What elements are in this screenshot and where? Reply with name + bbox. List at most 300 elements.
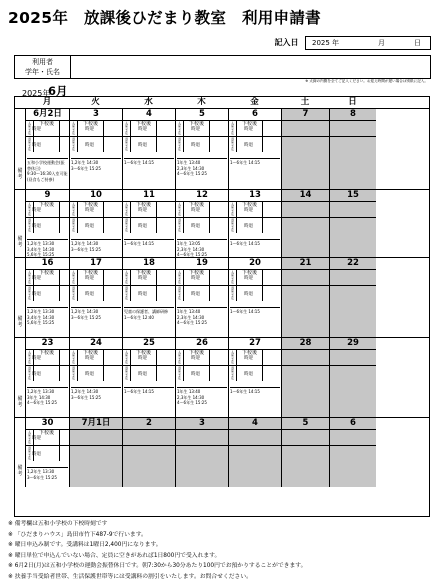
exit-label: 退 室 予 定 — [123, 366, 131, 381]
time-label: 時迎 — [32, 126, 41, 132]
day-number: 3 — [199, 418, 205, 428]
time-label: 時迎 — [138, 126, 147, 132]
exit-label: 退 室 予 定 — [70, 366, 78, 381]
slot-content: 下校後 — [131, 350, 157, 365]
time-label: 時迎 — [32, 207, 41, 213]
calendar-day — [281, 338, 329, 418]
weekday-header: 日 — [348, 97, 357, 107]
calendar-month: 6月 — [48, 84, 68, 98]
entry-time-slot[interactable] — [123, 349, 175, 365]
entry-time-slot[interactable] — [176, 269, 228, 285]
time-label: 時退 — [191, 223, 200, 229]
calendar-day[interactable] — [175, 258, 228, 338]
exit-time-slot[interactable] — [123, 136, 175, 152]
entry-label: 入 室 予 定 — [70, 121, 78, 136]
time-label: 時退 — [244, 142, 253, 148]
entry-label: 入 室 予 定 — [26, 350, 34, 365]
exit-time-slot — [330, 365, 376, 381]
time-label: 時迎 — [138, 355, 147, 361]
entry-time-slot[interactable] — [26, 429, 69, 445]
calendar-week — [15, 189, 429, 257]
exit-time-slot — [282, 136, 329, 152]
time-label: 時迎 — [85, 207, 94, 213]
entry-label: 入 室 予 定 — [229, 270, 237, 285]
exit-label: 退 室 予 定 — [229, 137, 237, 152]
calendar-day — [329, 109, 376, 190]
calendar-day[interactable] — [69, 338, 122, 418]
exit-time-slot[interactable] — [26, 285, 69, 301]
school-dismissal-memo: 1年生 13:05 2,3年生 14:30 4〜6年生 15:25 — [177, 239, 227, 258]
calendar-day[interactable] — [175, 190, 228, 258]
day-number: 13 — [249, 190, 261, 200]
school-dismissal-memo — [331, 387, 375, 418]
exit-label: 退 室 予 定 — [229, 218, 237, 233]
entry-label: 入 室 予 定 — [123, 202, 131, 217]
school-dismissal-memo: 1,2年生 14:30 3〜6年生 15:25 — [71, 387, 121, 418]
exit-time-slot[interactable] — [176, 365, 228, 381]
weekday-header: 火 — [91, 97, 100, 107]
weekday-header: 金 — [250, 97, 259, 107]
time-label: 時迎 — [244, 275, 253, 281]
day-number: 22 — [347, 258, 359, 268]
weekday-header: 木 — [197, 97, 206, 107]
day-number: 25 — [143, 338, 155, 348]
entry-time-slot[interactable] — [229, 269, 281, 285]
school-dismissal-memo — [331, 158, 375, 190]
time-label: 時迎 — [138, 207, 147, 213]
entry-time-slot[interactable] — [70, 201, 122, 217]
day-number: 14 — [299, 190, 312, 200]
slot-content: 下校後 — [237, 350, 263, 365]
school-dismissal-memo: 五和小学校運動会(振替休日) 9:30〜16:30入室可能 (昼食もご持参) — [27, 158, 68, 190]
time-label: 時退 — [138, 371, 147, 377]
time-label: 時迎 — [244, 126, 253, 132]
time-label: 時迎 — [85, 126, 94, 132]
day-number: 29 — [347, 338, 359, 348]
school-dismissal-memo: 1,2年生 14:30 3〜6年生 15:25 — [71, 307, 121, 338]
exit-label: 退 室 予 定 — [123, 286, 131, 301]
calendar-day[interactable] — [122, 190, 175, 258]
calendar-day[interactable] — [122, 258, 175, 338]
time-label: 時迎 — [85, 275, 94, 281]
entry-time-slot — [330, 349, 376, 365]
school-dismissal-memo — [230, 467, 280, 487]
time-label: 時退 — [191, 142, 200, 148]
footer-note: ※ 曜日申込み制です。受講料は1曜日2,400円になります。 — [8, 542, 162, 549]
slot-content: 下校後 — [184, 270, 210, 285]
exit-time-slot[interactable] — [26, 136, 69, 152]
school-dismissal-memo: 1,2年生 13:30 3〜6年生 15:25 — [27, 467, 68, 487]
slot-content: 下校後 — [34, 430, 60, 445]
calendar-week — [15, 417, 429, 486]
calendar-grid — [14, 96, 430, 517]
entry-label: 入 室 予 定 — [229, 121, 237, 136]
exit-time-slot — [282, 445, 329, 461]
slot-content: 下校後 — [34, 350, 60, 365]
exit-time-slot[interactable] — [229, 365, 281, 381]
day-number: 23 — [41, 338, 54, 348]
entry-label: 入 室 予 定 — [229, 202, 237, 217]
user-name-label: 利用者 学年・氏名 — [15, 56, 71, 78]
exit-time-slot — [176, 445, 228, 461]
calendar-day — [175, 418, 228, 487]
slot-content: 下校後 — [78, 350, 104, 365]
time-label: 時迎 — [32, 435, 41, 441]
day-number: 4 — [252, 418, 258, 428]
entry-time-slot — [282, 201, 329, 217]
time-label: 時退 — [244, 291, 253, 297]
entry-month: 月 — [378, 39, 385, 47]
exit-label: 退 室 予 定 — [229, 286, 237, 301]
day-number: 7 — [302, 109, 309, 119]
school-dismissal-memo: 1〜6年生 14:15 — [230, 158, 280, 190]
time-label: 時退 — [85, 371, 94, 377]
exit-time-slot — [282, 365, 329, 381]
weekday-header: 月 — [42, 97, 52, 107]
exit-label: 退 室 予 定 — [176, 137, 184, 152]
entry-time-slot[interactable] — [26, 120, 69, 136]
school-dismissal-memo: 1,2年生 13:30 3,4年生 14:30 5,6年生 15:25 — [27, 307, 68, 338]
slot-content: 下校後 — [184, 350, 210, 365]
school-dismissal-memo — [283, 467, 328, 487]
exit-time-slot — [330, 445, 376, 461]
day-number: 30 — [41, 418, 54, 428]
exit-time-slot[interactable] — [123, 285, 175, 301]
exit-time-slot[interactable] — [176, 136, 228, 152]
entry-year: 2025 年 — [312, 39, 340, 47]
exit-time-slot[interactable] — [123, 365, 175, 381]
time-label: 時退 — [32, 223, 41, 229]
exit-label: 退 室 予 定 — [26, 218, 34, 233]
entry-time-slot — [282, 120, 329, 136]
calendar-day[interactable] — [69, 190, 122, 258]
slot-content: 下校後 — [237, 270, 263, 285]
school-dismissal-memo — [331, 239, 375, 258]
time-label: 時退 — [138, 142, 147, 148]
entry-label: 入 室 予 定 — [26, 270, 34, 285]
exit-label: 退 室 予 定 — [176, 366, 184, 381]
footer-note: ※ 曜日単位で申込んでいない場合、定員に空きがあれば1日800円で受入れます。 — [8, 552, 221, 559]
exit-label: 退 室 予 定 — [123, 137, 131, 152]
entry-time-slot — [330, 429, 376, 445]
calendar-day — [281, 109, 329, 190]
slot-content: 下校後 — [184, 121, 210, 136]
exit-time-slot[interactable] — [229, 217, 281, 233]
school-dismissal-memo — [283, 158, 328, 190]
time-label: 時迎 — [191, 355, 200, 361]
exit-time-slot[interactable] — [70, 365, 122, 381]
school-dismissal-memo — [283, 387, 328, 418]
day-number: 3 — [93, 109, 99, 119]
day-number: 28 — [299, 338, 312, 348]
entry-time-slot[interactable] — [70, 120, 122, 136]
footer-note: ※ 扶養手当受給者世帯、生活保護世帯等には受講料の割引をいたします。お問合せください。 — [8, 573, 252, 580]
day-number: 16 — [41, 258, 54, 268]
calendar-day — [122, 418, 175, 487]
time-label: 時退 — [32, 142, 41, 148]
exit-label: 退 室 予 定 — [176, 286, 184, 301]
exit-label: 退 室 予 定 — [26, 137, 34, 152]
school-dismissal-memo — [283, 239, 328, 258]
time-label: 時退 — [138, 223, 147, 229]
footer-note: ※ 「ひだまりハウス」島田市竹下487-9で行います。 — [8, 531, 147, 538]
exit-time-slot[interactable] — [176, 217, 228, 233]
entry-time-slot[interactable] — [176, 349, 228, 365]
school-dismissal-memo: 1〜6年生 14:15 — [124, 387, 174, 418]
slot-content: 下校後 — [237, 202, 263, 217]
time-label: 時退 — [85, 223, 94, 229]
time-label: 時退 — [244, 371, 253, 377]
time-label: 時迎 — [191, 275, 200, 281]
time-label: 時退 — [191, 291, 200, 297]
footer-notes — [8, 519, 432, 583]
entry-label: 入 室 予 定 — [229, 350, 237, 365]
time-label: 時退 — [191, 371, 200, 377]
school-dismissal-memo — [331, 467, 375, 487]
calendar-week — [15, 257, 429, 337]
entry-date-input[interactable] — [305, 36, 431, 50]
exit-time-slot — [70, 445, 122, 461]
entry-time-slot[interactable] — [123, 120, 175, 136]
entry-label: 入 室 予 定 — [26, 202, 34, 217]
day-number: 24 — [90, 338, 102, 348]
exit-time-slot[interactable] — [229, 136, 281, 152]
time-label: 時迎 — [191, 126, 200, 132]
user-name-field[interactable] — [14, 55, 431, 79]
calendar-day[interactable] — [69, 109, 122, 190]
slot-content: 下校後 — [34, 121, 60, 136]
school-dismissal-memo: 1年生 13:40 2,3年生 14:30 4〜6年生 15:25 — [177, 307, 227, 338]
exit-time-slot[interactable] — [70, 217, 122, 233]
school-dismissal-memo: 1,2年生 13:30 3年生 14:30 4〜6年生 15:25 — [27, 387, 68, 418]
calendar-day[interactable] — [228, 109, 281, 190]
school-dismissal-memo: 1〜6年生 14:15 — [230, 239, 280, 258]
exit-time-slot[interactable] — [26, 445, 69, 461]
exit-label: 退 室 予 定 — [176, 218, 184, 233]
exit-time-slot[interactable] — [176, 285, 228, 301]
day-number: 10 — [90, 190, 102, 200]
calendar-day[interactable] — [25, 258, 69, 338]
weekday-header: 水 — [144, 97, 153, 107]
exit-time-slot — [282, 217, 329, 233]
calendar-day — [281, 418, 329, 487]
slot-content: 下校後 — [131, 121, 157, 136]
time-label: 時迎 — [138, 275, 147, 281]
entry-day: 日 — [414, 39, 421, 47]
time-label: 時退 — [85, 291, 94, 297]
calendar-week — [15, 337, 429, 417]
calendar-day — [329, 338, 376, 418]
entry-time-slot — [70, 429, 122, 445]
instruction-note: ※ 太線の内側を全てご記入ください。お迎え時間が遅い場合は別紙に記入。 — [305, 79, 428, 83]
day-number: 9 — [44, 190, 51, 200]
bikou-label: 備 考 — [17, 168, 23, 180]
time-label: 時退 — [32, 371, 41, 377]
exit-label: 退 室 予 定 — [26, 446, 34, 461]
entry-label: 入 室 予 定 — [70, 350, 78, 365]
day-number: 20 — [249, 258, 261, 268]
exit-time-slot[interactable] — [70, 285, 122, 301]
entry-time-slot — [123, 429, 175, 445]
calendar-day — [281, 258, 329, 338]
exit-time-slot[interactable] — [70, 136, 122, 152]
school-dismissal-memo: 1,2年生 13:30 3,4年生 14:30 5,6年生 15:25 — [27, 239, 68, 258]
footer-note: ※ 備考欄は五和小学校の下校時刻です — [8, 521, 108, 527]
entry-time-slot[interactable] — [229, 120, 281, 136]
calendar-day[interactable] — [175, 109, 228, 190]
exit-label: 退 室 予 定 — [70, 137, 78, 152]
calendar-day[interactable] — [69, 258, 122, 338]
bikou-label: 備 考 — [17, 316, 23, 328]
slot-content: 下校後 — [184, 202, 210, 217]
bikou-label: 備 考 — [17, 396, 23, 408]
entry-time-slot[interactable] — [123, 201, 175, 217]
exit-time-slot[interactable] — [26, 217, 69, 233]
weekday-header: 土 — [300, 97, 310, 107]
entry-time-slot — [330, 120, 376, 136]
school-dismissal-memo — [331, 307, 375, 338]
entry-time-slot[interactable] — [26, 349, 69, 365]
day-number: 2 — [146, 418, 152, 428]
day-number: 17 — [90, 258, 102, 268]
slot-content: 下校後 — [34, 270, 60, 285]
entry-label: 入 室 予 定 — [123, 270, 131, 285]
exit-time-slot[interactable] — [229, 285, 281, 301]
exit-label: 退 室 予 定 — [26, 286, 34, 301]
exit-time-slot — [229, 445, 281, 461]
day-number: 5 — [302, 418, 309, 428]
time-label: 時迎 — [32, 275, 41, 281]
entry-label: 入 室 予 定 — [26, 121, 34, 136]
calendar-day — [329, 418, 376, 487]
school-dismissal-memo — [177, 467, 227, 487]
time-label: 時迎 — [244, 355, 253, 361]
exit-time-slot — [330, 285, 376, 301]
entry-date-label: 記入日 — [274, 38, 299, 47]
exit-label: 退 室 予 定 — [229, 366, 237, 381]
entry-time-slot — [282, 429, 329, 445]
footer-note: ※ 6月2日(月)は五和小学校の運動会振替休日です。朝7:30から30分あたり100円でお預かりすることができます。 — [8, 563, 307, 570]
entry-time-slot[interactable] — [229, 349, 281, 365]
entry-time-slot[interactable] — [26, 269, 69, 285]
time-label: 時迎 — [244, 207, 253, 213]
day-number: 5 — [199, 109, 205, 119]
calendar-day[interactable] — [25, 190, 69, 258]
calendar-day[interactable] — [25, 418, 69, 487]
entry-label: 入 室 予 定 — [176, 121, 184, 136]
slot-content: 下校後 — [78, 270, 104, 285]
entry-time-slot[interactable] — [176, 120, 228, 136]
entry-date-field — [268, 36, 430, 49]
time-label: 時退 — [244, 223, 253, 229]
day-number: 26 — [196, 338, 208, 348]
time-label: 時迎 — [32, 355, 41, 361]
exit-time-slot — [330, 136, 376, 152]
calendar-day[interactable] — [25, 338, 69, 418]
entry-time-slot[interactable] — [70, 269, 122, 285]
slot-content: 下校後 — [131, 270, 157, 285]
entry-label: 入 室 予 定 — [123, 121, 131, 136]
entry-time-slot — [282, 269, 329, 285]
day-number: 11 — [143, 190, 155, 200]
school-dismissal-memo: 1年生 13:40 2,3年生 14:30 4〜6年生 15:25 — [177, 387, 227, 418]
calendar-day[interactable] — [122, 109, 175, 190]
calendar-day — [329, 258, 376, 338]
slot-content: 下校後 — [34, 202, 60, 217]
school-dismissal-memo: 1〜6年生 14:15 — [124, 158, 174, 190]
exit-label: 退 室 予 定 — [123, 218, 131, 233]
school-dismissal-memo: 1〜6年生 14:15 — [230, 307, 280, 338]
day-number: 7月1日 — [81, 418, 111, 428]
exit-time-slot — [330, 217, 376, 233]
entry-label: 入 室 予 定 — [26, 430, 34, 445]
calendar-day[interactable] — [25, 109, 69, 190]
entry-label: 入 室 予 定 — [176, 202, 184, 217]
exit-time-slot — [282, 285, 329, 301]
calendar-day[interactable] — [175, 338, 228, 418]
day-number: 6 — [350, 418, 356, 428]
calendar-week — [15, 108, 429, 189]
calendar-day[interactable] — [122, 338, 175, 418]
calendar-day — [228, 418, 281, 487]
entry-time-slot[interactable] — [229, 201, 281, 217]
exit-time-slot[interactable] — [26, 365, 69, 381]
calendar-day — [69, 418, 122, 487]
school-dismissal-memo: 1〜6年生 14:15 — [230, 387, 280, 418]
page-title: 2025年 放課後ひだまり教室 利用申請書 — [8, 9, 321, 27]
bikou-label: 備 考 — [17, 465, 23, 477]
entry-time-slot — [282, 349, 329, 365]
entry-time-slot[interactable] — [123, 269, 175, 285]
school-dismissal-memo: 1年生 13:40 2,3年生 14:30 4〜6年生 15:25 — [177, 158, 227, 190]
slot-content: 下校後 — [131, 202, 157, 217]
school-dismissal-memo: 1〜6年生 14:15 — [124, 239, 174, 258]
calendar-day[interactable] — [228, 258, 281, 338]
bikou-label: 備 考 — [17, 236, 23, 248]
entry-time-slot — [330, 269, 376, 285]
entry-label: 入 室 予 定 — [70, 202, 78, 217]
entry-time-slot[interactable] — [26, 201, 69, 217]
day-number: 8 — [350, 109, 356, 119]
calendar-day — [329, 190, 376, 258]
day-number: 6 — [252, 109, 258, 119]
school-dismissal-memo — [124, 467, 174, 487]
entry-time-slot[interactable] — [176, 201, 228, 217]
calendar-day — [281, 190, 329, 258]
entry-label: 入 室 予 定 — [70, 270, 78, 285]
entry-time-slot — [176, 429, 228, 445]
calendar-day[interactable] — [228, 190, 281, 258]
exit-time-slot[interactable] — [123, 217, 175, 233]
time-label: 時退 — [32, 451, 41, 457]
school-dismissal-memo: 児童の保護者、講師研修 1〜6年生 12:40 — [124, 307, 174, 338]
day-number: 6月2日 — [33, 109, 62, 119]
calendar-day[interactable] — [228, 338, 281, 418]
slot-content: 下校後 — [78, 121, 104, 136]
time-label: 時退 — [138, 291, 147, 297]
exit-label: 退 室 予 定 — [26, 366, 34, 381]
school-dismissal-memo — [283, 307, 328, 338]
school-dismissal-memo — [71, 467, 121, 487]
entry-label: 入 室 予 定 — [176, 270, 184, 285]
school-dismissal-memo: 1,2年生 14:30 3〜6年生 15:25 — [71, 158, 121, 190]
entry-time-slot[interactable] — [70, 349, 122, 365]
exit-label: 退 室 予 定 — [70, 286, 78, 301]
day-number: 15 — [347, 190, 359, 200]
exit-time-slot — [123, 445, 175, 461]
time-label: 時退 — [32, 291, 41, 297]
calendar-year: 2025年 — [22, 89, 51, 98]
